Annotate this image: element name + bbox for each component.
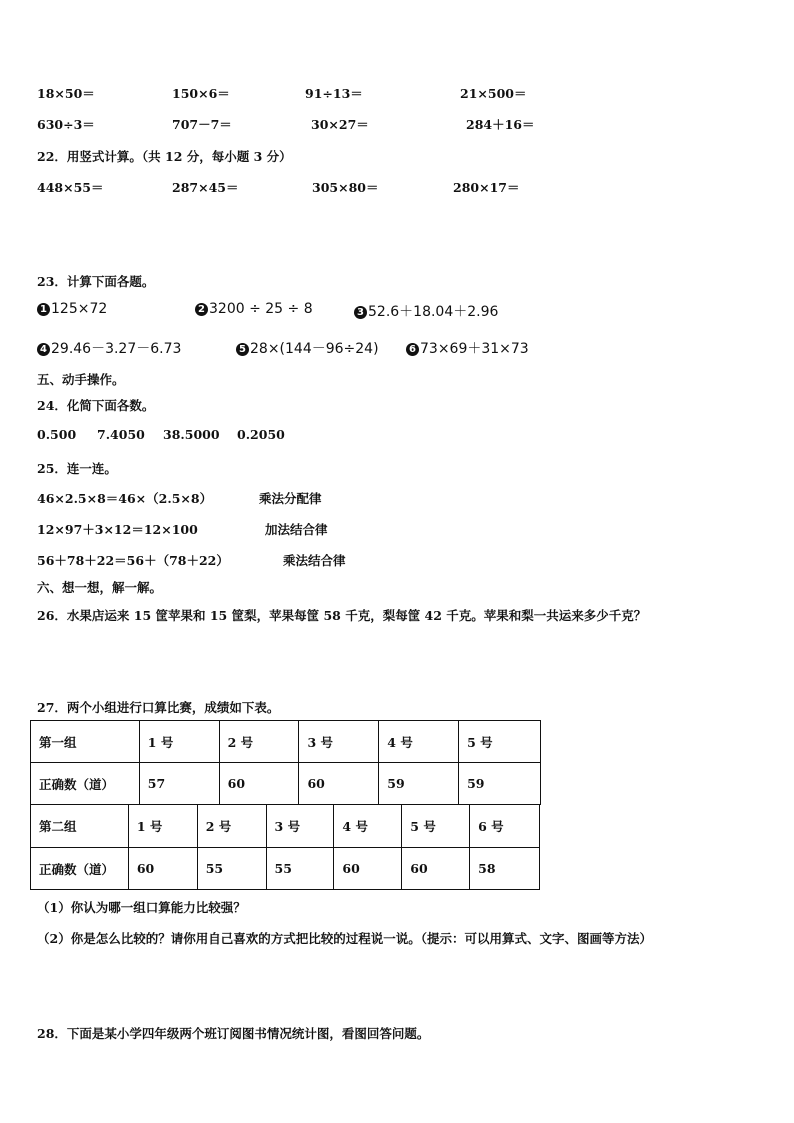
group-1-value-4: 59 <box>379 763 459 805</box>
simplify-number-4: 0.2050 <box>237 427 285 442</box>
q23-item-5 <box>236 338 379 358</box>
oral-calc-8: 284＋16＝ <box>466 117 535 132</box>
group-1-header-2: 2 号 <box>219 721 299 763</box>
group-1-value-5: 59 <box>459 763 541 805</box>
q22-title: 22．用竖式计算。（共 12 分，每小题 3 分） <box>37 149 292 164</box>
group-2-header-4: 4 号 <box>334 805 402 848</box>
circled-number: 1 <box>37 303 50 316</box>
group-1-value-3: 60 <box>299 763 379 805</box>
group-1-score-table <box>30 720 541 805</box>
match-left-1: 46×2.5×8＝46×（2.5×8） <box>37 491 213 506</box>
q23-item-6-expr: 73×69＋31×73 <box>420 341 529 357</box>
vertical-calc-2: 287×45＝ <box>172 180 239 195</box>
circled-number: 3 <box>354 306 367 319</box>
circled-number: 5 <box>236 343 249 356</box>
q24-title: 24．化简下面各数。 <box>37 398 155 413</box>
oral-calc-7: 30×27＝ <box>311 117 369 132</box>
q26-text: 26．水果店运来 15 筐苹果和 15 筐梨，苹果每筐 58 千克，梨每筐 42 千克。苹果和梨一共运来多少千克？ <box>37 608 647 623</box>
q23-item-5-expr: 28×(144－96÷24) <box>250 341 379 357</box>
group-1-header-5: 5 号 <box>459 721 541 763</box>
group-1-header-4: 4 号 <box>379 721 459 763</box>
q27-sub-question-1: （1）你认为哪一组口算能力比较强？ <box>37 900 246 915</box>
oral-calc-5: 630÷3＝ <box>37 117 95 132</box>
group-2-label: 第二组 <box>31 805 129 848</box>
q23-title: 23．计算下面各题。 <box>37 274 155 289</box>
group-2-header-3: 3 号 <box>266 805 334 848</box>
group-2-score-table <box>30 804 540 890</box>
match-left-2: 12×97＋3×12＝12×100 <box>37 522 198 537</box>
circled-number: 2 <box>195 303 208 316</box>
group-2-value-6: 58 <box>470 848 540 890</box>
section-6-heading: 六、想一想，解一解。 <box>37 580 163 595</box>
oral-calc-4: 21×500＝ <box>460 86 527 101</box>
oral-calc-2: 150×6＝ <box>172 86 230 101</box>
group-2-value-4: 60 <box>334 848 402 890</box>
q28-text: 28．下面是某小学四年级两个班订阅图书情况统计图，看图回答问题。 <box>37 1026 430 1041</box>
q23-item-1-expr: 125×72 <box>51 301 108 317</box>
group-1-label: 第一组 <box>31 721 140 763</box>
group-2-header-6: 6 号 <box>470 805 540 848</box>
vertical-calc-3: 305×80＝ <box>312 180 379 195</box>
oral-calc-1: 18×50＝ <box>37 86 95 101</box>
group-1-value-2: 60 <box>219 763 299 805</box>
simplify-number-2: 7.4050 <box>97 427 145 442</box>
group-2-row-label: 正确数（道） <box>31 848 129 890</box>
group-2-value-1: 60 <box>128 848 197 890</box>
group-1-header-3: 3 号 <box>299 721 379 763</box>
group-2-value-3: 55 <box>266 848 334 890</box>
vertical-calc-1: 448×55＝ <box>37 180 104 195</box>
q27-sub-question-2: （2）你是怎么比较的？请你用自己喜欢的方式把比较的过程说一说。（提示：可以用算式、文字、图画等方法） <box>37 931 652 946</box>
group-1-row-label: 正确数（道） <box>31 763 140 805</box>
vertical-calc-4: 280×17＝ <box>453 180 520 195</box>
q23-item-4-expr: 29.46－3.27－6.73 <box>51 341 182 357</box>
oral-calc-6: 707－7＝ <box>172 117 232 132</box>
q23-item-6 <box>406 338 529 358</box>
group-2-value-5: 60 <box>402 848 470 890</box>
match-right-2: 加法结合律 <box>265 522 328 537</box>
oral-calc-3: 91÷13＝ <box>305 86 363 101</box>
group-1-value-1: 57 <box>139 763 219 805</box>
match-right-1: 乘法分配律 <box>259 491 322 506</box>
q25-title: 25．连一连。 <box>37 461 117 476</box>
group-2-header-1: 1 号 <box>128 805 197 848</box>
q23-item-1 <box>37 301 107 317</box>
match-right-3: 乘法结合律 <box>283 553 346 568</box>
group-2-header-5: 5 号 <box>402 805 470 848</box>
circled-number: 6 <box>406 343 419 356</box>
circled-number: 4 <box>37 343 50 356</box>
q23-item-3-expr: 52.6＋18.04＋2.96 <box>368 304 499 320</box>
section-5-heading: 五、动手操作。 <box>37 372 125 387</box>
q27-title: 27．两个小组进行口算比赛，成绩如下表。 <box>37 700 280 715</box>
q23-item-4 <box>37 338 181 358</box>
group-2-value-2: 55 <box>197 848 266 890</box>
q23-item-3 <box>354 301 498 321</box>
simplify-number-1: 0.500 <box>37 427 77 442</box>
group-1-header-1: 1 号 <box>139 721 219 763</box>
q23-item-2-expr: 3200 ÷ 25 ÷ 8 <box>209 301 313 317</box>
match-left-3: 56＋78＋22＝56＋（78＋22） <box>37 553 229 568</box>
simplify-number-3: 38.5000 <box>163 427 220 442</box>
group-2-header-2: 2 号 <box>197 805 266 848</box>
q23-item-2 <box>195 301 313 317</box>
